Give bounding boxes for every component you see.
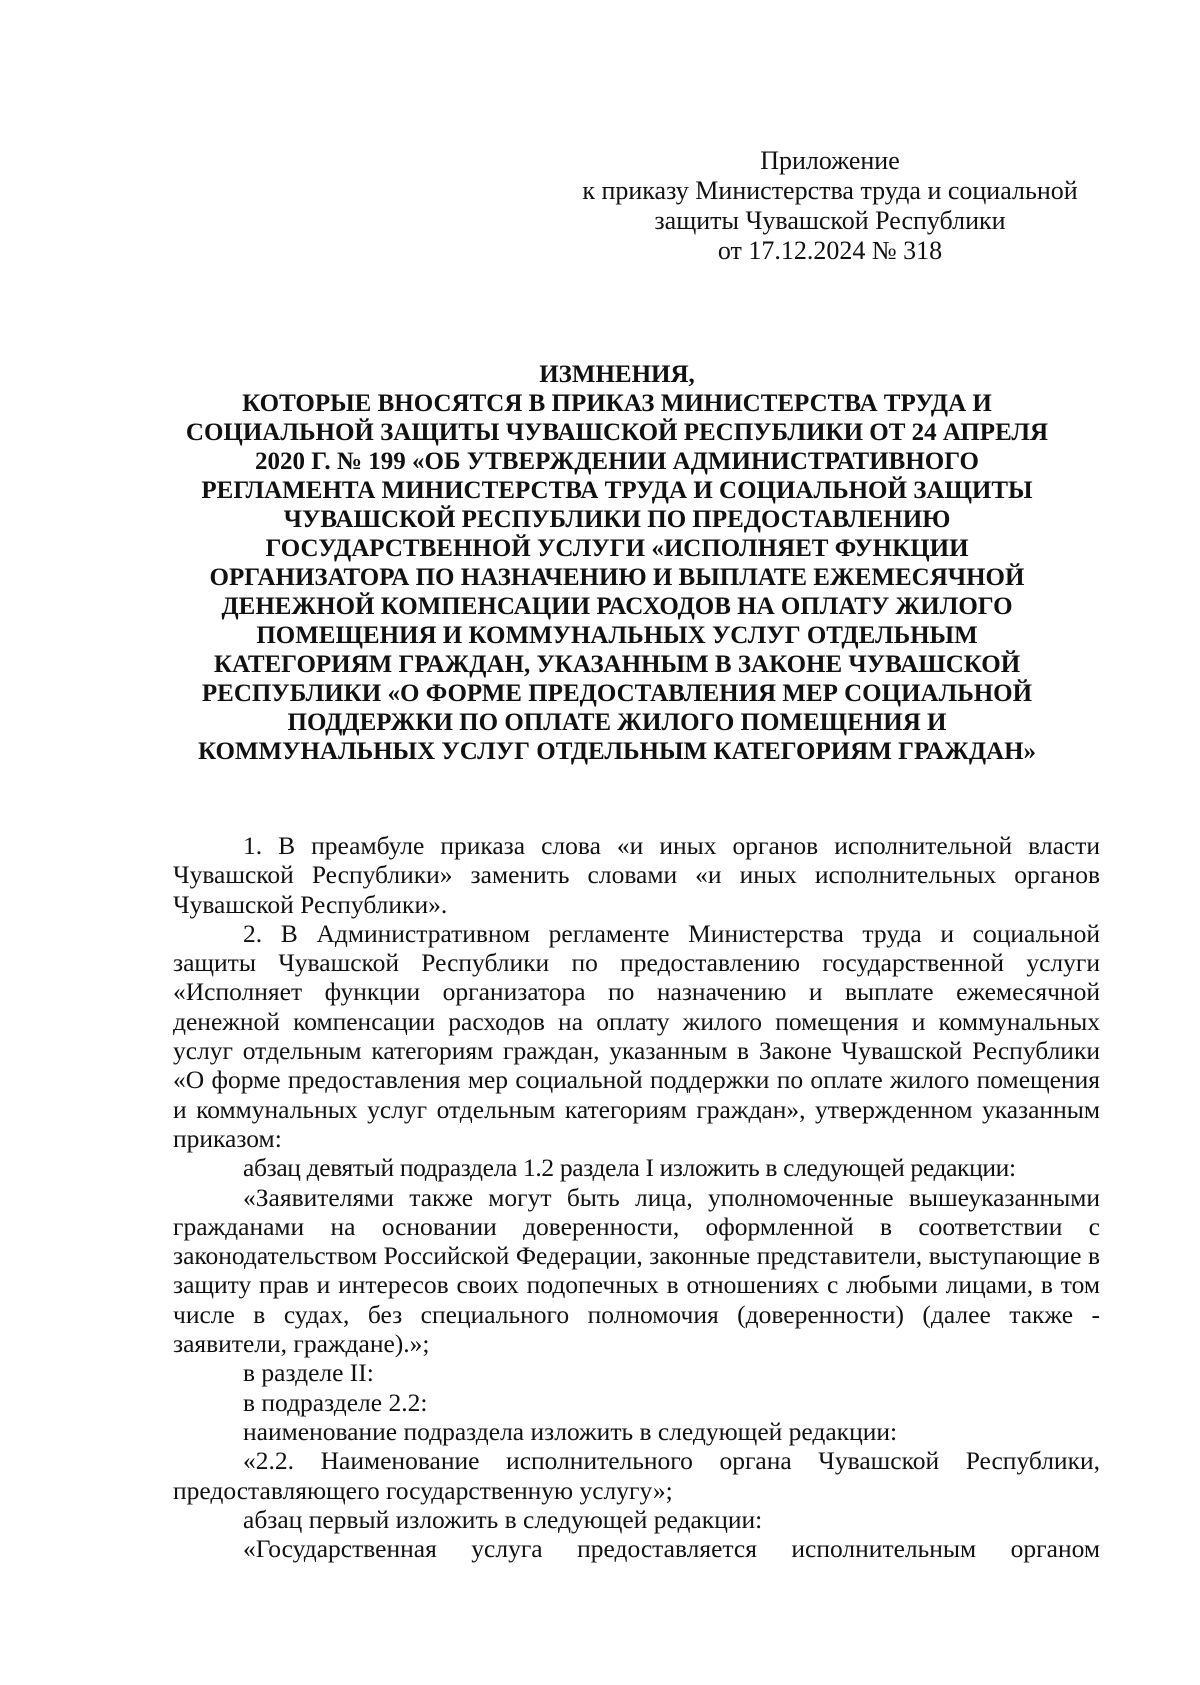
appendix-order-ref: к приказу Министерства труда и социальной	[582, 176, 1078, 205]
title-line: ОРГАНИЗАТОРА ПО НАЗНАЧЕНИЮ И ВЫПЛАТЕ ЕЖЕМЕСЯЧНОЙ	[209, 564, 1025, 591]
title-line: ИЗМНЕНИЯ,	[539, 361, 695, 388]
appendix-header	[560, 146, 1100, 266]
appendix-title: Приложение	[760, 146, 900, 175]
paragraph-subsection-name: наименование подраздела изложить в следующей редакции:	[243, 1416, 898, 1446]
appendix-date-number: от 17.12.2024 № 318	[717, 236, 943, 265]
paragraph-subsection-2-2: в подразделе 2.2:	[243, 1387, 428, 1417]
title-line: 2020 Г. № 199 «ОБ УТВЕРЖДЕНИИ АДМИНИСТРАТИВНОГО	[255, 448, 979, 475]
title-line: КАТЕГОРИЯМ ГРАЖДАН, УКАЗАННЫМ В ЗАКОНЕ ЧУВАШСКОЙ	[213, 651, 1021, 678]
document-title	[150, 360, 1084, 766]
title-line: ДЕНЕЖНОЙ КОМПЕНСАЦИИ РАСХОДОВ НА ОПЛАТУ ЖИЛОГО	[221, 593, 1013, 620]
title-line: ПОДДЕРЖКИ ПО ОПЛАТЕ ЖИЛОГО ПОМЕЩЕНИЯ И	[287, 709, 947, 736]
title-line: ЧУВАШСКОЙ РЕСПУБЛИКИ ПО ПРЕДОСТАВЛЕНИЮ	[283, 506, 951, 533]
paragraph-item-1: 1. В преамбуле приказа слова «и иных органов исполнительной власти Чувашской Республики» заменить словами «и иных исполнительных органов Чувашской Республики».	[173, 831, 1100, 919]
paragraph-abzac-devyatyy: абзац девятый подраздела 1.2 раздела I изложить в следующей редакции:	[243, 1153, 1016, 1183]
title-line: КОТОРЫЕ ВНОСЯТСЯ В ПРИКАЗ МИНИСТЕРСТВА ТРУДА И	[242, 390, 992, 417]
document-body	[173, 831, 1100, 1563]
paragraph-section-ii: в разделе II:	[243, 1358, 374, 1388]
appendix-ministry: защиты Чувашской Республики	[654, 206, 1006, 235]
title-line: РЕСПУБЛИКИ «О ФОРМЕ ПРЕДОСТАВЛЕНИЯ МЕР СОЦИАЛЬНОЙ	[201, 680, 1033, 707]
title-line: СОЦИАЛЬНОЙ ЗАЩИТЫ ЧУВАШСКОЙ РЕСПУБЛИКИ ОТ 24 АПРЕЛЯ	[185, 419, 1049, 446]
title-line: КОММУНАЛЬНЫХ УСЛУГ ОТДЕЛЬНЫМ КАТЕГОРИЯМ ГРАЖДАН»	[197, 738, 1037, 765]
title-line: РЕГЛАМЕНТА МИНИСТЕРСТВА ТРУДА И СОЦИАЛЬНОЙ ЗАЩИТЫ	[201, 477, 1033, 504]
paragraph-quote-2-2: «2.2. Наименование исполнительного органа Чувашской Республики, предоставляющего государственную услугу»;	[173, 1446, 1100, 1505]
paragraph-abzac-pervyy: абзац первый изложить в следующей редакции:	[243, 1504, 763, 1534]
paragraph-item-2: 2. В Административном регламенте Министерства труда и социальной защиты Чувашской Республики по предоставлению государственной услуги «Исполняет функции организатора по назначению и выплате ежемесячной денежной компенсации расходов на оплату жилого помещения и коммунальных услуг отдельным категориям граждан, указанным в Законе Чувашской Республики «О форме предоставления мер социальной поддержки по оплате жилого помещения и коммунальных услуг отдельным категориям граждан», утвержденном указанным приказом:	[173, 918, 1100, 1153]
paragraph-quote-zayaviteli: «Заявителями также могут быть лица, уполномоченные вышеуказанными гражданами на основании доверенности, оформленной в соответствии с законодательством Российской Федерации, законные представители, выступающие в защиту прав и интересов своих подопечных в отношениях с любыми лицами, в том числе в судах, без специального полномочия (доверенности) (далее также - заявители, граждане).»;	[173, 1182, 1100, 1359]
title-line: ГОСУДАРСТВЕННОЙ УСЛУГИ «ИСПОЛНЯЕТ ФУНКЦИИ	[265, 535, 969, 562]
paragraph-quote-gosudarstvennaya: «Государственная услуга предоставляется исполнительным органом	[243, 1534, 1100, 1564]
title-line: ПОМЕЩЕНИЯ И КОММУНАЛЬНЫХ УСЛУГ ОТДЕЛЬНЫМ	[256, 622, 978, 649]
